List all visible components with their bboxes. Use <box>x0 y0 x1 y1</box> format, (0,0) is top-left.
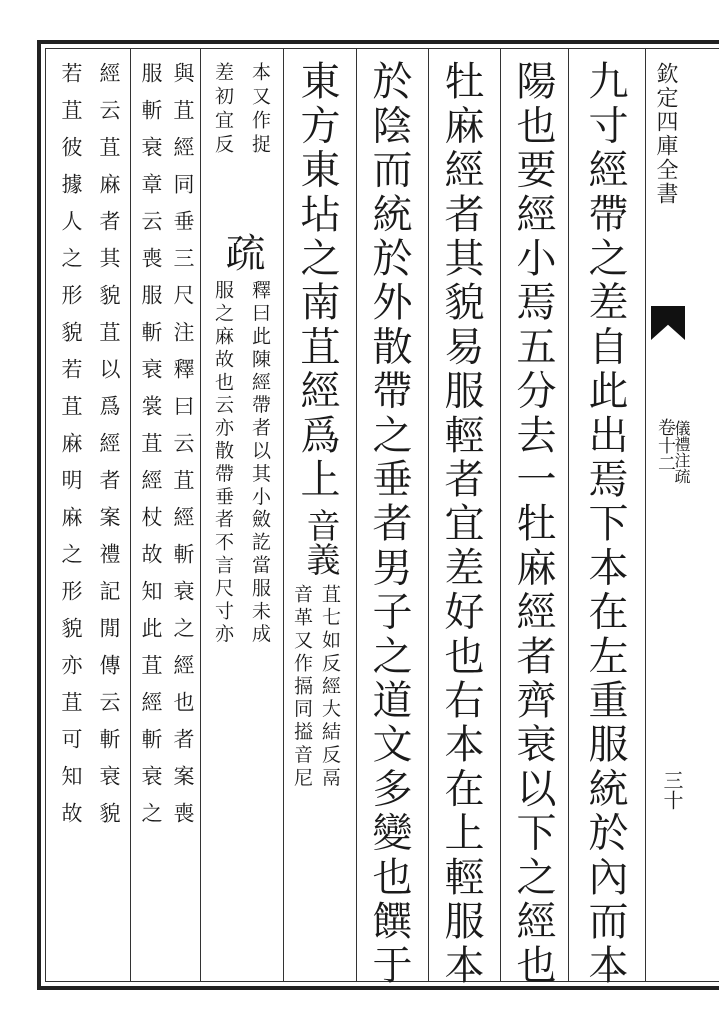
column-rule <box>568 48 569 982</box>
yinyi-note-right: 苴七如反經大結反鬲 <box>319 584 341 791</box>
column-rule <box>500 48 501 982</box>
text-column: 九寸經帶之差自此出焉下本在左重服統於內而本 <box>582 60 628 989</box>
yinyi-note-left: 音革又作搹同搤音尼 <box>291 584 313 791</box>
yinyi-label: 音義 <box>300 508 340 576</box>
note-column-right: 本又作捉 <box>249 62 271 158</box>
note-column-right: 釋曰此陳經帶者以其小斂訖當服未成 <box>249 280 271 647</box>
note-column-right: 經云苴麻者其貌苴以爲經者案禮記閒傳云斬衰貌 <box>97 62 121 839</box>
section-title: 儀禮注疏 <box>672 420 691 484</box>
shu-commentary-label: 疏 <box>219 232 265 272</box>
text-column: 於陰而統於外散帶之垂者男子之道文多變也饌于 <box>366 60 412 989</box>
column-rule <box>200 48 201 982</box>
note-column-left: 服斬衰章云喪服斬衰裳苴經杖故知此苴經斬衰之 <box>139 62 163 839</box>
note-column-left: 差初宜反 <box>212 62 234 158</box>
text-column: 陽也要經小焉五分去一牡麻經者齊衰以下之經也 <box>510 60 556 989</box>
column-rule <box>130 48 131 982</box>
note-column-left: 若苴彼據人之形貌若苴麻明麻之形貌亦苴可知故 <box>59 62 83 839</box>
volume-number: 卷十二 <box>655 418 676 472</box>
column-rule <box>645 48 646 982</box>
leaf-number: 三十 <box>660 770 684 810</box>
column-rule <box>283 48 284 982</box>
book-title: 欽定四庫全書 <box>653 62 678 206</box>
text-column: 牡麻經者其貌易服輕者宜差好也右本在上輕服本 <box>438 60 484 989</box>
text-column: 東方東坫之南苴經爲上 <box>294 60 340 502</box>
note-column-right: 與苴經同垂三尺注釋曰云苴經斬衰之經也者案喪 <box>171 62 195 839</box>
note-column-left: 服之麻故也云亦散帶垂者不言尺寸亦 <box>212 280 234 647</box>
column-rule <box>428 48 429 982</box>
column-rule <box>356 48 357 982</box>
